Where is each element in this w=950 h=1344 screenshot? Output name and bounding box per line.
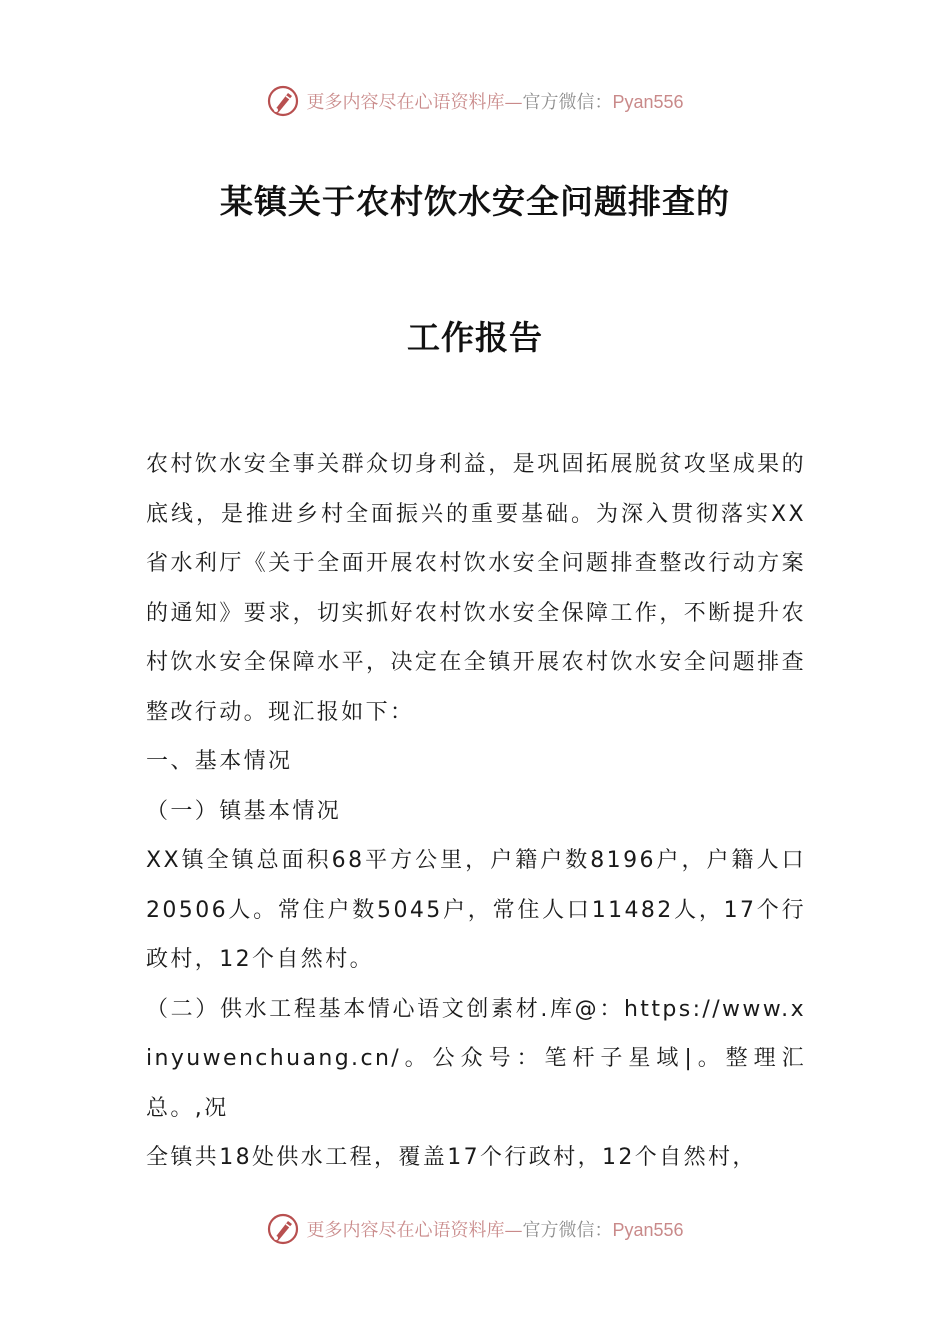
subsection-2-heading: （二）供水工程基本情心语文创素材.库@：https://www.xinyuwenchuang.cn/。公众号：笔杆子星域|。整理汇总。,况 <box>146 996 806 1121</box>
pen-nib-circle-logo-icon <box>266 84 300 118</box>
section-1-heading: 一、基本情况 <box>146 749 293 774</box>
watermark-id: Pyan556 <box>612 1220 684 1240</box>
subsection-1-paragraph: XX镇全镇总面积68平方公里，户籍户数8196户，户籍人口20506人。常住户数5045户，常住人口11482人，17个行政村，12个自然村。 <box>146 848 806 972</box>
watermark-text <box>306 88 683 114</box>
document-title-line-1: 某镇关于农村饮水安全问题排查的 <box>220 182 730 221</box>
watermark-dash: — <box>504 1220 523 1241</box>
pen-nib-circle-logo-icon <box>266 1212 300 1246</box>
watermark-dash: — <box>504 92 523 113</box>
intro-paragraph: 农村饮水安全事关群众切身利益，是巩固拓展脱贫攻坚成果的底线，是推进乡村全面振兴的重要基础。为深入贯彻落实XX省水利厅《关于全面开展农村饮水安全问题排查整改行动方案的通知》要求，切实抓好农村饮水安全保障工作，不断提升农村饮水安全保障水平，决定在全镇开展农村饮水安全问题排查整改行动。现汇报如下： <box>146 452 806 725</box>
footer-watermark <box>0 1212 950 1246</box>
watermark-wechat: 官方微信： <box>522 92 613 113</box>
watermark-text <box>306 1216 683 1242</box>
watermark-id: Pyan556 <box>612 92 684 112</box>
subsection-1-heading: （一）镇基本情况 <box>146 798 342 824</box>
watermark-main: 更多内容尽在心语资料库 <box>306 92 505 113</box>
header-watermark <box>0 84 950 118</box>
document-body <box>146 440 806 1183</box>
subsection-2-paragraph: 全镇共18处供水工程，覆盖17个行政村，12个自然村， <box>146 1145 757 1170</box>
watermark-wechat: 官方微信： <box>522 1220 613 1241</box>
document-title-line-2: 工作报告 <box>407 318 543 357</box>
watermark-main: 更多内容尽在心语资料库 <box>306 1220 505 1241</box>
